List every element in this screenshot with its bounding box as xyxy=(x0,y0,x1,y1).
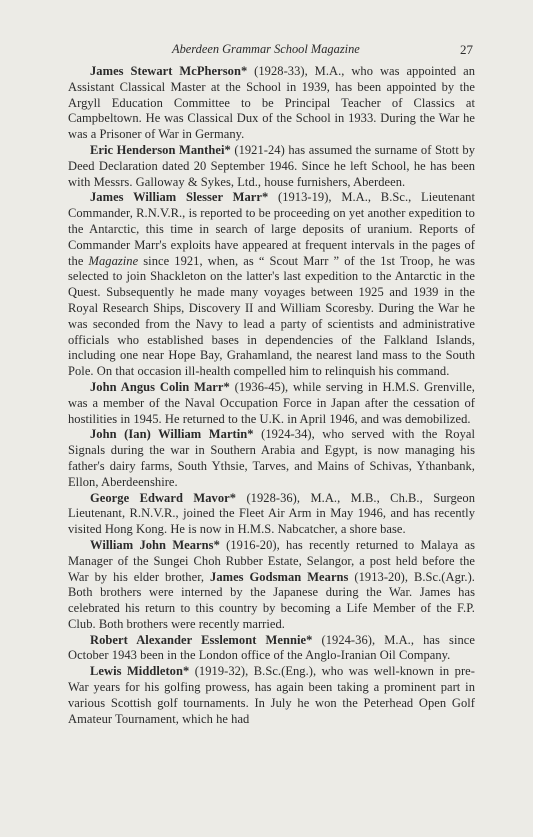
page-number: 27 xyxy=(460,42,473,57)
person-name: Eric Henderson Manthei* xyxy=(90,142,231,157)
running-header xyxy=(68,40,475,64)
entry-manthei xyxy=(68,143,475,190)
entry-text: (1936-45), while serving in H.M.S. Grenville, was a member of the Naval Occupation Force in Japan after the cessation of hostilities in 1945. He returned to the U.K. in April 1946, and was demobilized. xyxy=(68,379,475,426)
second-person-name: James Godsman Mearns xyxy=(210,569,349,584)
entry-text: (1924-34), who served with the Royal Signals during the war in Southern Arabia and Egypt, is now managing his father's dairy farms, South Ythsie, Tarves, and Mains of Schivas, Ythanbank, Ellon, Aberdeenshire. xyxy=(68,427,476,489)
person-name: John Angus Colin Marr* xyxy=(90,379,230,394)
entry-mearns xyxy=(68,538,475,633)
person-name: William John Mearns* xyxy=(90,537,220,552)
entry-text: (1928-33), M.A., who was appointed an Assistant Classical Master at the School in 1939, has been appointed by the Argyll Education Committee to be Principal Teacher of Classics at Campbeltown. He was Classical Dux of the School in 1933. During the War he was a Prisoner of War in Germany. xyxy=(68,64,475,142)
entry-text-cont: (1913-20), B.Sc.(Agr.). Both brothers were interned by the Japanese during the War. James has celebrated his return to this country by becoming a Life Member of the F.P. Club. Both brothers were recently married. xyxy=(68,569,475,631)
person-name: John (Ian) William Martin* xyxy=(90,427,254,442)
person-name: James Stewart McPherson* xyxy=(90,64,248,78)
person-name: Robert Alexander Esslemont Mennie* xyxy=(90,632,313,647)
entry-mennie xyxy=(68,633,475,665)
entry-text: (1921-24) has assumed the surname of Stott by Deed Declaration dated 20 September 1946. Since he left School, he has been with Messrs. Galloway & Sykes, Ltd., house furnishers, Aberdeen. xyxy=(68,142,475,189)
entry-text-cont: since 1921, when, as “ Scout Marr ” of the 1st Troop, he was selected to join Shackleton on the latter's last expedition to the Antarctic in the Quest. Subsequently he made many voyages between 1925 and 1939 in the Royal Research Ships, Discovery II and William Scoresby. During the War he was seconded from the Navy to lead a party of scientists and administrative officials who established bases in dependencies of the Falkland Islands, including one near Hope Bay, Grahamland, the nearest land mass to the South Pole. On that occasion ill-health compelled him to relinquish his command. xyxy=(68,253,475,379)
entry-marr-john xyxy=(68,380,475,427)
entry-marr-james xyxy=(68,190,475,380)
entry-text: (1913-19), M.A., B.Sc., Lieutenant Commander, R.N.V.R., is reported to be proceeding on yet another expedition to the Antarctic, this time in search of large deposits of uranium. Reports of Commander Marr's exploits have appeared at frequent intervals in the pages of the xyxy=(68,190,475,268)
person-name: George Edward Mavor* xyxy=(90,490,237,505)
person-name: Lewis Middleton* xyxy=(90,664,190,679)
entry-middleton xyxy=(68,664,475,727)
entry-text: (1924-36), M.A., has since October 1943 been in the London office of the Anglo-Iranian Oil Company. xyxy=(68,632,475,663)
magazine-title: Aberdeen Grammar School Magazine xyxy=(172,42,360,56)
magazine-reference: Magazine xyxy=(88,253,139,268)
entry-mcpherson xyxy=(68,64,475,143)
person-name: James William Slesser Marr* xyxy=(90,190,269,205)
entry-mavor xyxy=(68,491,475,538)
entry-text: (1916-20), has recently returned to Malaya as Manager of the Sungei Choh Rubber Estate, Selangor, a post held before the War by his elder brother, xyxy=(68,537,475,584)
entry-martin xyxy=(68,427,475,490)
entry-text: (1928-36), M.A., M.B., Ch.B., Surgeon Lieutenant, R.N.V.R., joined the Fleet Air Arm in May 1946, and has recently visited Hong Kong. He is now in H.M.S. Nabcatcher, a shore base. xyxy=(68,490,475,537)
entry-text: (1919-32), B.Sc.(Eng.), who was well-known in pre-War years for his golfing prowess, has again been taking a prominent part in various Scottish golf tournaments. In July he won the Peterhead Open Golf Amateur Tournament, which he had xyxy=(68,664,475,726)
article-body xyxy=(68,64,475,727)
